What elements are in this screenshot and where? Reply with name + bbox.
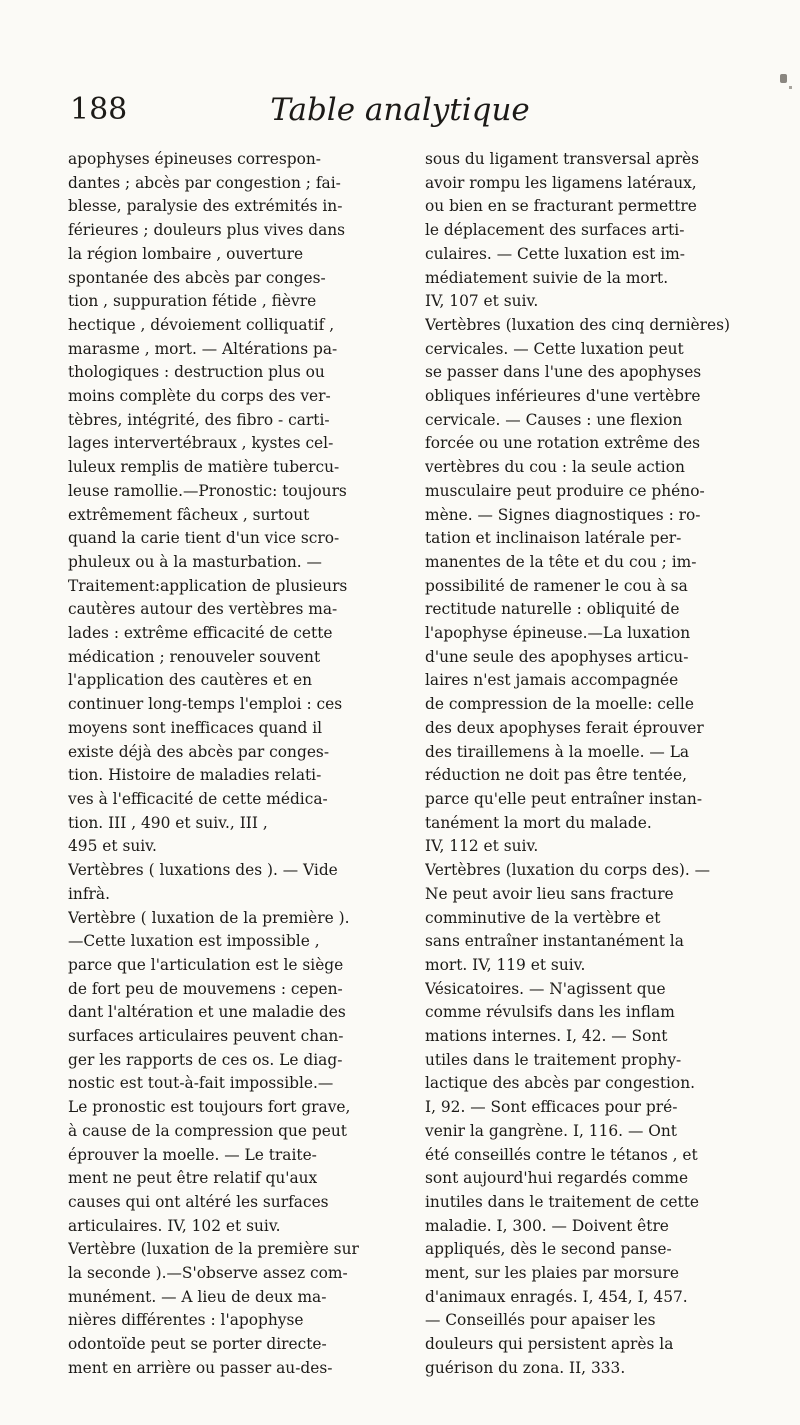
- text-line: ment, sur les plaies par morsure: [425, 1264, 680, 1283]
- left-column: [68, 148, 398, 1381]
- text-line: maladie. I, 300. — Doivent être: [425, 1216, 669, 1235]
- paper-speck: [789, 86, 792, 89]
- right-column: [425, 148, 755, 1381]
- text-line: sont aujourd'hui regardés comme: [425, 1169, 689, 1188]
- text-line: obliques inférieures d'une vertèbre: [425, 387, 701, 406]
- text-line: été conseillés contre le tétanos , et: [425, 1145, 698, 1164]
- text-line: vertèbres du cou : la seule action: [425, 458, 685, 477]
- text-line: ment ne peut être relatif qu'aux: [68, 1169, 318, 1188]
- text-line: — Conseillés pour apaiser les: [425, 1311, 656, 1330]
- text-line: sans entraîner instantanément la: [425, 932, 684, 951]
- text-line: éprouver la moelle. — Le traite-: [68, 1145, 317, 1164]
- text-line: blesse, paralysie des extrémités in-: [68, 197, 343, 216]
- text-line: comminutive de la vertèbre et: [425, 908, 661, 927]
- text-line: inutiles dans le traitement de cette: [425, 1192, 700, 1211]
- text-line: cautères autour des vertèbres ma-: [68, 600, 338, 619]
- text-line: le déplacement des surfaces arti-: [425, 221, 685, 240]
- text-line: marasme , mort. — Altérations pa-: [68, 339, 338, 358]
- text-line: nières différentes : l'apophyse: [68, 1311, 304, 1330]
- text-line: des deux apophyses ferait éprouver: [425, 718, 704, 737]
- text-line: lages intervertébraux , kystes cel-: [68, 434, 334, 453]
- text-line: manentes de la tête et du cou ; im-: [425, 552, 697, 571]
- text-line: la région lombaire , ouverture: [68, 244, 304, 263]
- text-line: apophyses épineuses correspon-: [68, 150, 321, 168]
- text-line: —Cette luxation est impossible ,: [68, 932, 320, 951]
- text-line: existe déjà des abcès par conges-: [68, 742, 330, 761]
- text-line: appliqués, dès le second panse-: [425, 1240, 672, 1259]
- text-line: lactique des abcès par congestion.: [425, 1074, 695, 1093]
- text-line: tion , suppuration fétide , fièvre: [68, 292, 317, 311]
- text-line: musculaire peut produire ce phéno-: [425, 481, 705, 500]
- text-line: quand la carie tient d'un vice scro-: [68, 529, 340, 548]
- text-line: l'apophyse épineuse.—La luxation: [425, 624, 691, 643]
- text-line: Ne peut avoir lieu sans fracture: [425, 884, 674, 903]
- text-line: d'animaux enragés. I, 454, I, 457.: [425, 1287, 688, 1306]
- text-line: infrà.: [68, 884, 110, 903]
- text-line: ou bien en se fracturant permettre: [425, 197, 697, 216]
- text-line: mène. — Signes diagnostiques : ro-: [425, 505, 701, 524]
- text-line: luleux remplis de matière tubercu-: [68, 458, 340, 477]
- text-line: des tiraillemens à la moelle. — La: [425, 742, 690, 761]
- text-line: cervicale. — Causes : une flexion: [425, 410, 683, 429]
- text-line: laires n'est jamais accompagnée: [425, 671, 679, 690]
- text-line: médiatement suivie de la mort.: [425, 268, 669, 287]
- text-line: mations internes. I, 42. — Sont: [425, 1027, 668, 1046]
- text-line: dantes ; abcès par congestion ; fai-: [68, 173, 341, 192]
- text-line: phuleux ou à la masturbation. —: [68, 552, 322, 571]
- text-line: spontanée des abcès par conges-: [68, 268, 326, 287]
- text-line: munément. — A lieu de deux ma-: [68, 1287, 327, 1306]
- text-line: tèbres, intégrité, des fibro - carti-: [68, 410, 330, 429]
- text-line: cervicales. — Cette luxation peut: [425, 339, 684, 358]
- text-line: de fort peu de mouvemens : cepen-: [68, 979, 343, 998]
- text-line: 495 et suiv.: [68, 837, 157, 856]
- text-line: férieures ; douleurs plus vives dans: [68, 221, 346, 240]
- text-line: IV, 112 et suiv.: [425, 837, 539, 856]
- text-line: IV, 107 et suiv.: [425, 292, 539, 311]
- text-line: venir la gangrène. I, 116. — Ont: [425, 1121, 677, 1140]
- text-line: ger les rapports de ces os. Le diag-: [68, 1050, 343, 1069]
- running-title: Table analytique: [270, 92, 530, 128]
- text-line: l'application des cautères et en: [68, 671, 313, 690]
- text-line: hectique , dévoiement colliquatif ,: [68, 315, 335, 334]
- text-line: médication ; renouveler souvent: [68, 647, 321, 666]
- text-line: I, 92. — Sont efficaces pour pré-: [425, 1098, 678, 1117]
- text-line: Vertèbres ( luxations des ). — Vide: [68, 861, 338, 880]
- text-line: réduction ne doit pas être tentée,: [425, 766, 688, 785]
- text-line: lades : extrême efficacité de cette: [68, 624, 333, 643]
- text-line: moins complète du corps des ver-: [68, 387, 331, 406]
- text-line: extrêmement fâcheux , surtout: [68, 505, 310, 524]
- text-line: utiles dans le traitement prophy-: [425, 1050, 682, 1069]
- text-line: Vertèbres (luxation du corps des). —: [425, 861, 711, 880]
- text-line: surfaces articulaires peuvent chan-: [68, 1027, 344, 1046]
- text-line: guérison du zona. II, 333.: [425, 1358, 626, 1377]
- text-line: culaires. — Cette luxation est im-: [425, 244, 685, 263]
- text-line: nostic est tout-à-fait impossible.—: [68, 1074, 334, 1093]
- text-line: tation et inclinaison latérale per-: [425, 529, 682, 548]
- text-line: à cause de la compression que peut: [68, 1121, 347, 1140]
- text-line: avoir rompu les ligamens latéraux,: [425, 173, 697, 192]
- text-line: tion. III , 490 et suiv., III ,: [68, 813, 268, 832]
- text-line: moyens sont inefficaces quand il: [68, 718, 323, 737]
- text-line: ves à l'efficacité de cette médica-: [68, 789, 328, 808]
- text-line: Vésicatoires. — N'agissent que: [425, 979, 666, 998]
- text-line: rectitude naturelle : obliquité de: [425, 600, 680, 619]
- text-line: se passer dans l'une des apophyses: [425, 363, 702, 382]
- text-line: ment en arrière ou passer au-des-: [68, 1358, 333, 1377]
- text-line: Vertèbres (luxation des cinq dernières): [425, 315, 731, 334]
- paper-mark: [780, 74, 787, 83]
- text-line: comme révulsifs dans les inflam: [425, 1003, 675, 1022]
- text-line: mort. IV, 119 et suiv.: [425, 955, 586, 974]
- text-line: sous du ligament transversal après: [425, 150, 700, 168]
- text-line: douleurs qui persistent après la: [425, 1335, 674, 1354]
- text-line: thologiques : destruction plus ou: [68, 363, 325, 382]
- text-line: Le pronostic est toujours fort grave,: [68, 1098, 351, 1117]
- text-line: causes qui ont altéré les surfaces: [68, 1192, 329, 1211]
- text-line: Vertèbre (luxation de la première sur: [68, 1240, 359, 1259]
- text-line: tanément la mort du malade.: [425, 813, 652, 832]
- page-header: [0, 92, 800, 132]
- text-line: leuse ramollie.—Pronostic: toujours: [68, 481, 347, 500]
- page-number: 188: [70, 92, 128, 127]
- text-line: Vertèbre ( luxation de la première ).: [68, 908, 350, 927]
- text-line: d'une seule des apophyses articu-: [425, 647, 689, 666]
- text-line: continuer long-temps l'emploi : ces: [68, 695, 343, 714]
- text-line: de compression de la moelle: celle: [425, 695, 694, 714]
- text-line: forcée ou une rotation extrême des: [425, 434, 700, 453]
- text-line: odontoïde peut se porter directe-: [68, 1335, 327, 1354]
- text-line: possibilité de ramener le cou à sa: [425, 576, 688, 595]
- text-line: tion. Histoire de maladies relati-: [68, 766, 322, 785]
- text-line: parce que l'articulation est le siège: [68, 955, 344, 974]
- text-line: Traitement:application de plusieurs: [68, 576, 348, 595]
- text-line: dant l'altération et une maladie des: [68, 1003, 346, 1022]
- text-line: parce qu'elle peut entraîner instan-: [425, 789, 703, 808]
- text-line: la seconde ).—S'observe assez com-: [68, 1264, 348, 1283]
- text-line: articulaires. IV, 102 et suiv.: [68, 1216, 281, 1235]
